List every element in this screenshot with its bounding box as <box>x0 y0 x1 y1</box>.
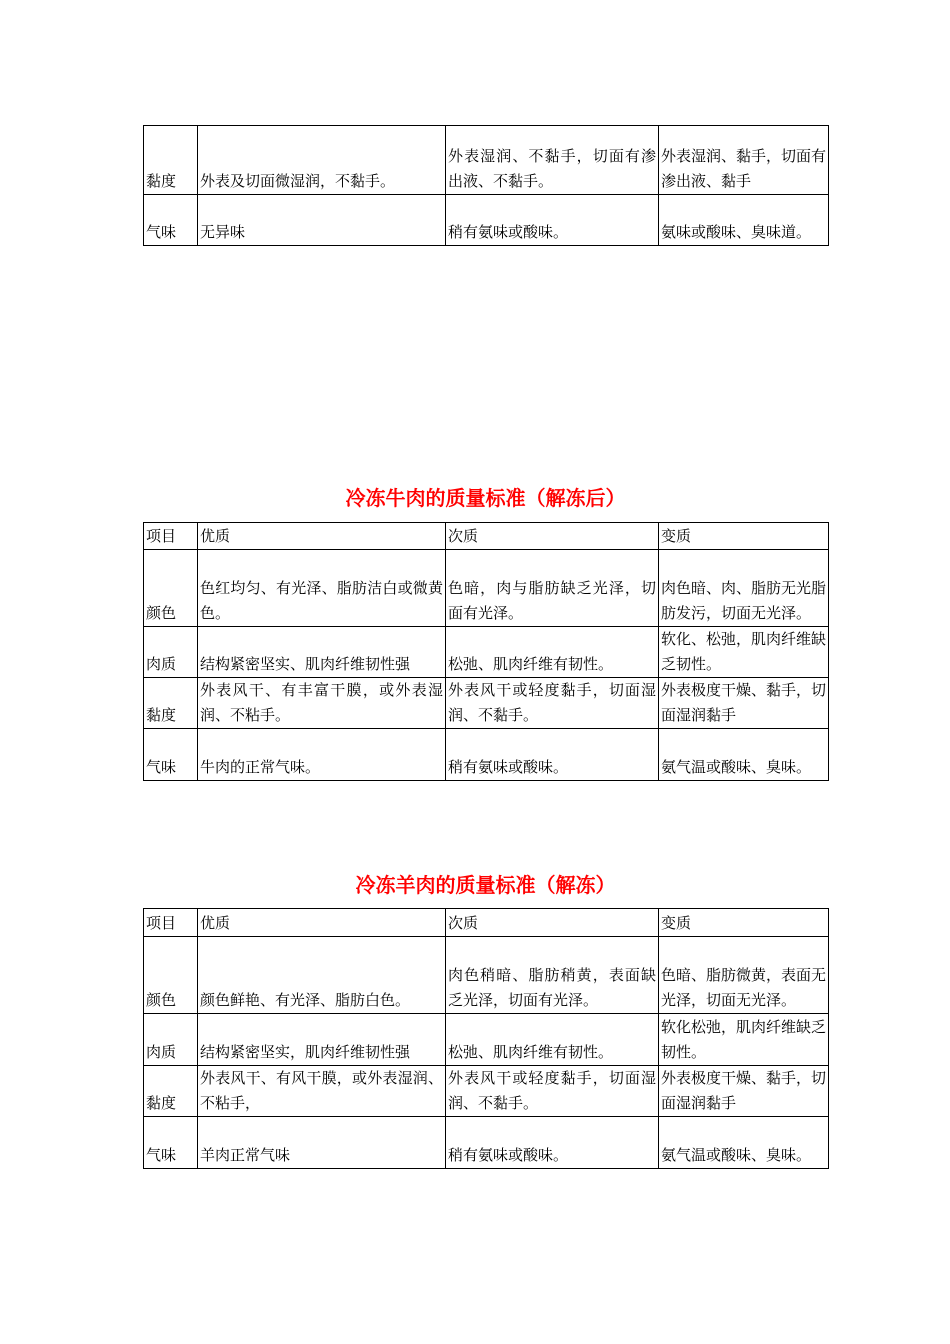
table-cell: 氨气温或酸味、臭味。 <box>659 1117 829 1169</box>
table-row <box>144 1014 829 1066</box>
table-row <box>144 1066 829 1117</box>
table-header-cell: 项目 <box>144 523 198 550</box>
table-cell: 氨气温或酸味、臭味。 <box>659 729 829 781</box>
table-header-row <box>144 909 829 937</box>
table-cell: 气味 <box>144 195 198 246</box>
table-header-cell: 项目 <box>144 909 198 937</box>
table-row <box>144 937 829 1014</box>
table-row <box>144 627 829 678</box>
table-header-cell: 次质 <box>446 909 659 937</box>
frozen-mutton-quality-table <box>143 908 829 1169</box>
table-cell: 气味 <box>144 729 198 781</box>
table-cell: 肉色稍暗、脂肪稍黄，表面缺乏光泽，切面有光泽。 <box>446 937 659 1014</box>
section-title-frozen-beef: 冷冻牛肉的质量标准（解冻后） <box>345 486 626 510</box>
table-row <box>144 1117 829 1169</box>
table-cell: 稍有氨味或酸味。 <box>446 195 659 246</box>
table-cell: 色暗，肉与脂肪缺乏光泽，切面有光泽。 <box>446 550 659 627</box>
frozen-beef-quality-table <box>143 522 829 781</box>
table-header-row <box>144 523 829 550</box>
table-cell: 氨味或酸味、臭味道。 <box>659 195 829 246</box>
table-cell: 颜色 <box>144 550 198 627</box>
table-cell: 肉色暗、肉、脂肪无光脂肪发污，切面无光泽。 <box>659 550 829 627</box>
table-cell: 黏度 <box>144 678 198 729</box>
table-cell: 颜色鲜艳、有光泽、脂肪白色。 <box>198 937 446 1014</box>
table-cell: 稍有氨味或酸味。 <box>446 1117 659 1169</box>
section-title-frozen-mutton: 冷冻羊肉的质量标准（解冻） <box>355 873 616 897</box>
table-cell: 气味 <box>144 1117 198 1169</box>
table-header-cell: 变质 <box>659 523 829 550</box>
table-cell: 外表风干或轻度黏手，切面湿润、不黏手。 <box>446 678 659 729</box>
table-cell: 结构紧密坚实、肌肉纤维韧性强 <box>198 627 446 678</box>
table-row <box>144 195 829 246</box>
table-cell: 软化松弛，肌肉纤维缺乏韧性。 <box>659 1014 829 1066</box>
table-header-cell: 优质 <box>198 909 446 937</box>
table-cell: 结构紧密坚实，肌肉纤维韧性强 <box>198 1014 446 1066</box>
table-row <box>144 126 829 195</box>
table-cell: 色暗、脂肪微黄，表面无光泽，切面无光泽。 <box>659 937 829 1014</box>
table-cell: 松弛、肌肉纤维有韧性。 <box>446 1014 659 1066</box>
table-cell: 颜色 <box>144 937 198 1014</box>
table-cell: 软化、松弛，肌肉纤维缺乏韧性。 <box>659 627 829 678</box>
table-cell: 外表湿润、黏手，切面有渗出液、黏手 <box>659 126 829 195</box>
table-cell: 外表极度干燥、黏手，切面湿润黏手 <box>659 678 829 729</box>
table-cell: 肉质 <box>144 1014 198 1066</box>
table-cell: 外表湿润、不黏手，切面有渗出液、不黏手。 <box>446 126 659 195</box>
table-cell: 牛肉的正常气味。 <box>198 729 446 781</box>
table-cell: 黏度 <box>144 126 198 195</box>
table-row <box>144 550 829 627</box>
table-row <box>144 729 829 781</box>
table-cell: 外表极度干燥、黏手，切面湿润黏手 <box>659 1066 829 1117</box>
table-cell: 羊肉正常气味 <box>198 1117 446 1169</box>
table-cell: 色红均匀、有光泽、脂肪洁白或微黄色。 <box>198 550 446 627</box>
table-cell: 稍有氨味或酸味。 <box>446 729 659 781</box>
table-cell: 无异味 <box>198 195 446 246</box>
table-cell: 外表风干或轻度黏手，切面湿润、不黏手。 <box>446 1066 659 1117</box>
table-header-cell: 次质 <box>446 523 659 550</box>
table-header-cell: 变质 <box>659 909 829 937</box>
table-row <box>144 678 829 729</box>
table-cell: 外表风干、有风干膜，或外表湿润、不粘手， <box>198 1066 446 1117</box>
table-cell: 外表风干、有丰富干膜，或外表湿润、不粘手。 <box>198 678 446 729</box>
table-cell: 松弛、肌肉纤维有韧性。 <box>446 627 659 678</box>
table-cell: 外表及切面微湿润，不黏手。 <box>198 126 446 195</box>
table-cell: 黏度 <box>144 1066 198 1117</box>
pork-quality-table-continued <box>143 125 829 246</box>
table-header-cell: 优质 <box>198 523 446 550</box>
table-cell: 肉质 <box>144 627 198 678</box>
